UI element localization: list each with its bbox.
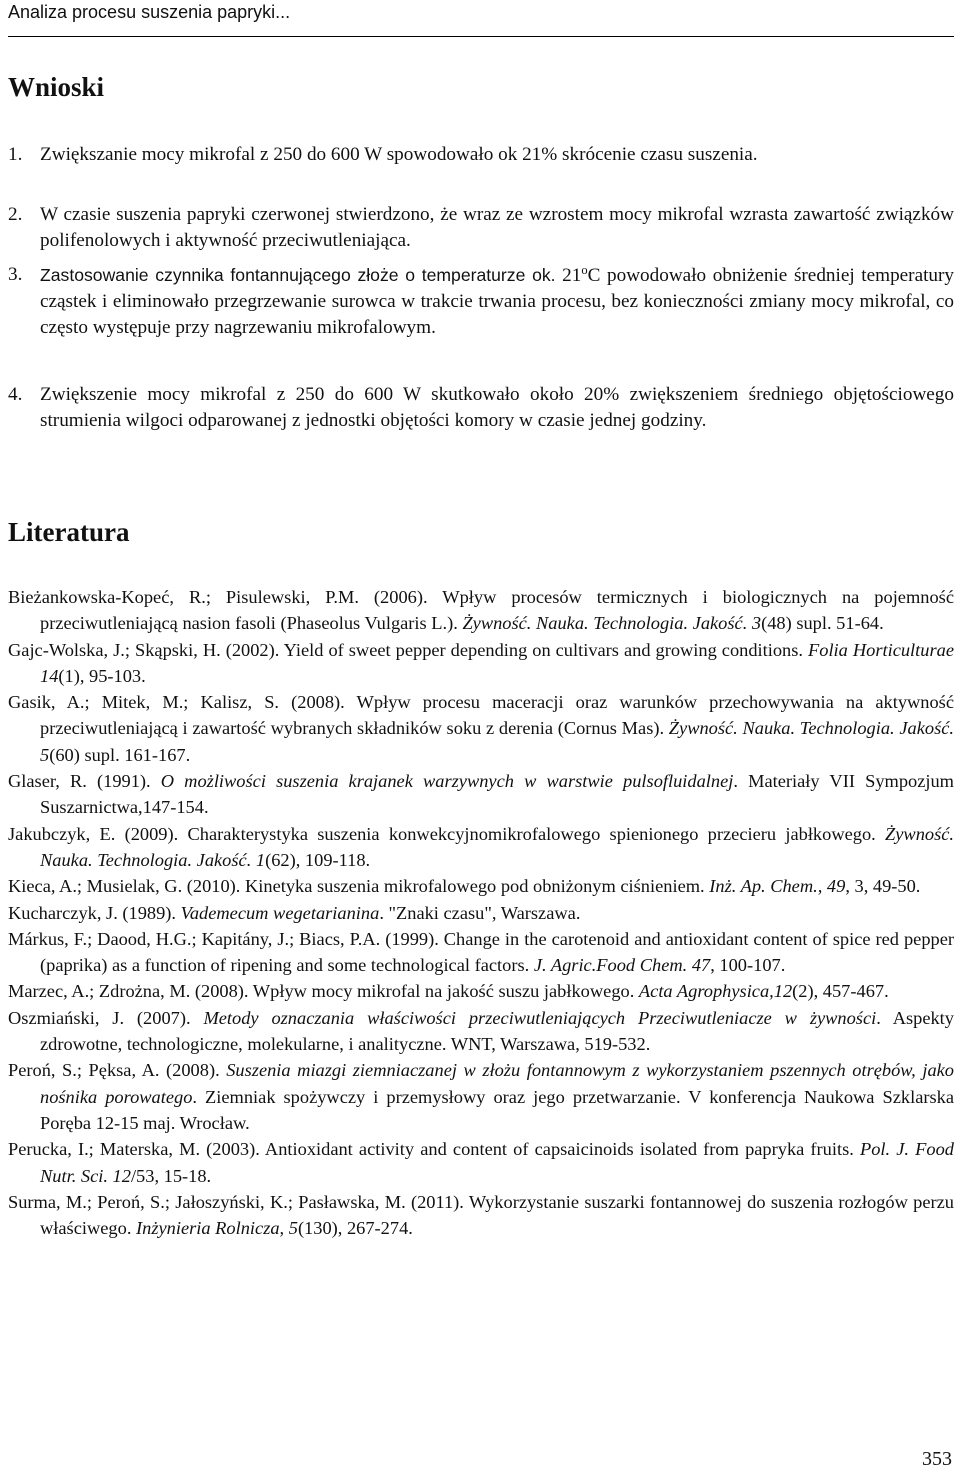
ref-tail: (1), 95-103. <box>58 665 146 686</box>
ref-tail: (60) supl. 161-167. <box>49 744 191 765</box>
ref-journal: Metody oznaczania właściwości przeciwutleniających Przeciwutleniacze w żywności <box>203 1007 877 1028</box>
header-rule <box>8 36 954 37</box>
ref-journal: Folia Horticulturae 14 <box>40 639 954 686</box>
reference-item <box>8 1057 954 1136</box>
conclusion-item-2 <box>8 202 954 254</box>
conclusion-text <box>40 262 954 341</box>
conclusion-number: 2. <box>8 204 23 225</box>
ref-journal: Vademecum wegetarianina <box>180 902 380 923</box>
conclusion-text: Zwiększanie mocy mikrofal z 250 do 600 W spowodowało ok 21% skrócenie czasu suszenia. <box>40 144 758 165</box>
ref-text: Peroń, S.; Pęksa, A. (2008). <box>8 1060 227 1081</box>
ref-text: Bieżankowska-Kopeć, R.; Pisulewski, P.M. (2006). Wpływ procesów termicznych i biologicznych na pojemność przeciwutleniającą nasion fasoli (Phaseolus Vulgaris L.). <box>8 587 954 634</box>
ref-text: Marzec, A.; Zdrożna, M. (2008). Wpływ mocy mikrofal na jakość suszu jabłkowego. <box>8 981 639 1002</box>
ref-journal: Pol. J. Food Nutr. Sci. 12 <box>40 1139 954 1186</box>
ref-journal: Inżynieria Rolnicza, 5 <box>136 1218 298 1239</box>
reference-item <box>8 1189 954 1242</box>
conclusions-heading: Wnioski <box>8 72 105 102</box>
page-number: 353 <box>922 1448 952 1470</box>
ref-text: Perucka, I.; Materska, M. (2003). Antioxidant activity and content of capsaicinoids isolated from papryka fruits. <box>8 1139 860 1160</box>
reference-item <box>8 900 954 926</box>
ref-text: Glaser, R. (1991). <box>8 771 161 792</box>
reference-list <box>8 584 954 1241</box>
reference-item <box>8 689 954 768</box>
degree-sup: o <box>581 263 588 278</box>
conclusion-item-4 <box>8 382 954 434</box>
ref-tail: . "Znaki czasu", Warszawa. <box>379 902 581 923</box>
reference-item <box>8 584 954 637</box>
ref-tail: (130), 267-274. <box>297 1218 413 1239</box>
conclusion-number: 4. <box>8 384 23 405</box>
reference-item <box>8 637 954 690</box>
reference-item <box>8 821 954 874</box>
conclusion-number: 3. <box>8 264 23 285</box>
temperature-value: 21 <box>562 265 582 286</box>
ref-journal: Acta Agrophysica,12 <box>638 981 793 1002</box>
literature-heading: Literatura <box>8 517 130 547</box>
ref-text: Gajc-Wolska, J.; Skąpski, H. (2002). Yield of sweet pepper depending on cultivars and growing conditions. <box>8 639 809 660</box>
ref-text: Gasik, A.; Mitek, M.; Kalisz, S. (2008). Wpływ procesu maceracji oraz warunków przechowywania na aktywność przeciwutleniającą i zawartość wybranych składników soku z derenia (Cornus Mas). <box>8 692 954 739</box>
conclusion-item-1 <box>8 142 954 168</box>
ref-journal: Żywność. Nauka. Technologia. Jakość. 5 <box>40 718 955 765</box>
conclusion-item-3 <box>8 262 954 341</box>
ref-text: Kucharczyk, J. (1989). <box>8 902 181 923</box>
ref-tail: , 3, 49-50. <box>845 876 921 897</box>
reference-item <box>8 873 954 899</box>
ref-tail: (2), 457-467. <box>792 981 889 1002</box>
reference-item <box>8 768 954 821</box>
reference-item <box>8 978 954 1004</box>
reference-item <box>8 1136 954 1189</box>
conclusion-text: W czasie suszenia papryki czerwonej stwierdzono, że wraz ze wzrostem mocy mikrofal wzrasta zawartość związków polifenolowych i aktywność przeciwutleniająca. <box>40 204 954 251</box>
ref-text: Surma, M.; Peroń, S.; Jałoszyński, K.; Pasławska, M. (2011). Wykorzystanie suszarki fontannowej do suszenia rozłogów perzu właściwego. <box>8 1191 954 1239</box>
running-header: Analiza procesu suszenia papryki... <box>8 2 291 22</box>
ref-tail: . Materiały VII Sympozjum Suszarnictwa,147-154. <box>40 771 954 818</box>
ref-tail: , 100-107. <box>710 955 786 976</box>
conclusion-number: 1. <box>8 144 23 165</box>
ref-journal: Żywność. Nauka. Technologia. Jakość. 1 <box>40 823 954 870</box>
ref-tail: /53, 15-18. <box>130 1165 212 1186</box>
ref-tail: . Aspekty zdrowotne, technologiczne, molekularne, i analityczne. WNT, Warszawa, 519-532. <box>40 1007 954 1055</box>
ref-text: Jakubczyk, E. (2009). Charakterystyka suszenia konwekcyjnomikrofalowego spienionego przecieru jabłkowego. <box>8 823 886 844</box>
ref-text: Márkus, F.; Daood, H.G.; Kapitány, J.; Biacs, P.A. (1999). Change in the carotenoid and antioxidant content of spice red pepper (paprika) as a function of ripening and some technological factors. <box>8 928 954 976</box>
ref-journal: Inż. Ap. Chem., 49 <box>709 876 846 897</box>
conclusion-text: Zwiększenie mocy mikrofal z 250 do 600 W skutkowało około 20% zwiększeniem średniego objętościowego strumienia wilgoci odparowanej z jednostki objętości komory w czasie jednej godziny. <box>40 384 954 431</box>
ref-tail: (48) supl. 51-64. <box>761 613 884 634</box>
ref-tail: . Ziemniak spożywczy i przemysłowy oraz jego przetwarzanie. V konferencja Naukowa Szklarska Poręba 12-15 maj. Wrocław. <box>40 1086 954 1133</box>
ref-text: Oszmiański, J. (2007). <box>8 1007 204 1028</box>
ref-journal: Żywność. Nauka. Technologia. Jakość. 3 <box>462 613 762 634</box>
ref-text: Kieca, A.; Musielak, G. (2010). Kinetyka suszenia mikrofalowego pod obniżonym ciśnieniem. <box>8 876 710 897</box>
ref-journal: Suszenia miazgi ziemniaczanej w złożu fontannowym z wykorzystaniem pszennych otrębów, jako nośnika porowatego <box>40 1060 955 1107</box>
ref-journal: J. Agric.Food Chem. 47 <box>533 955 711 976</box>
conclusion-text-sans: Zastosowanie czynnika fontannującego złoże o temperaturze ok. <box>40 265 556 285</box>
reference-item <box>8 926 954 979</box>
ref-tail: (62), 109-118. <box>265 849 371 870</box>
conclusion-text-rest: C powodowało obniżenie średniej temperatury cząstek i eliminowało przegrzewanie surowca w trakcie trwania procesu, bez konieczności zmiany mocy mikrofal, co często występuje przy nagrzewaniu mikrofalowym. <box>40 265 954 338</box>
ref-journal: O możliwości suszenia krajanek warzywnych w warstwie pulsofluidalnej <box>160 771 734 792</box>
reference-item <box>8 1005 954 1058</box>
